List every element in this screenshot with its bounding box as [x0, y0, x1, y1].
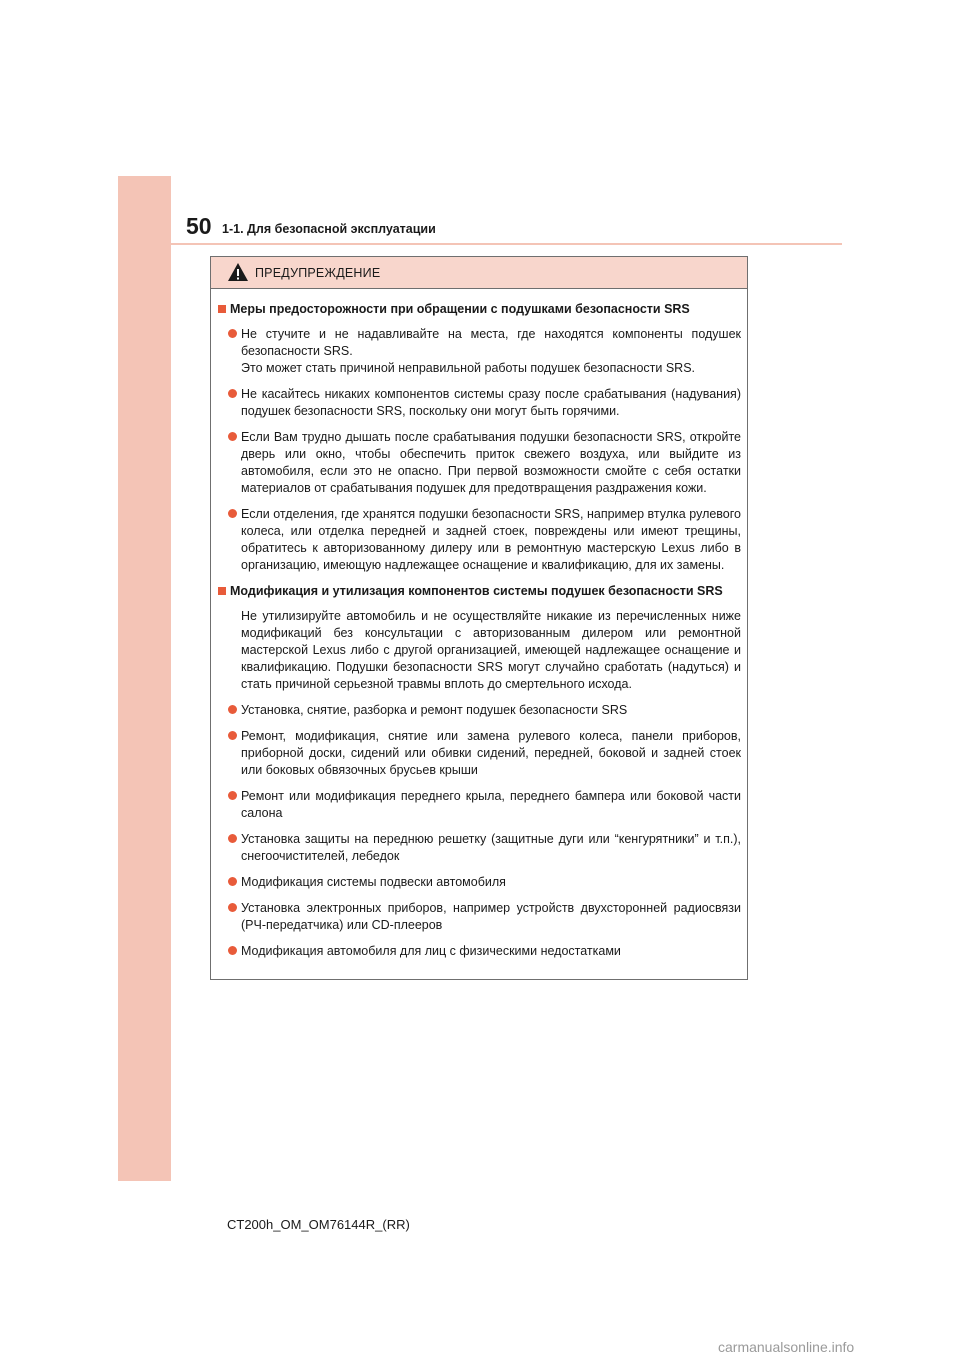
- header-divider: [171, 243, 842, 245]
- list-item: [218, 943, 741, 960]
- dot-bullet-icon: [228, 877, 237, 886]
- warning-header: [211, 257, 747, 289]
- dot-bullet-icon: [228, 834, 237, 843]
- list-item: [218, 900, 741, 934]
- list-item-text: Установка защиты на переднюю решетку (защитные дуги или “кенгурятники” и т.п.), снегоочистителей, лебедок: [241, 832, 741, 863]
- list-item-text: Модификация системы подвески автомобиля: [241, 875, 506, 889]
- list-item: [218, 728, 741, 779]
- dot-bullet-icon: [228, 432, 237, 441]
- section-heading-text: Модификация и утилизация компонентов системы подушек безопасности SRS: [230, 584, 723, 598]
- warning-title: ПРЕДУПРЕЖДЕНИЕ: [255, 266, 381, 280]
- list-item-text: Ремонт или модификация переднего крыла, переднего бампера или боковой части салона: [241, 789, 741, 820]
- warning-content: [211, 289, 747, 960]
- warning-triangle-icon: [227, 262, 249, 282]
- warning-box: [210, 256, 748, 980]
- list-item-text: Не стучите и не надавливайте на места, где находятся компоненты подушек безопасности SRS. Это может стать причиной неправильной работы подушек безопасности SRS.: [241, 327, 741, 375]
- square-bullet-icon: [218, 305, 226, 313]
- section-intro: Не утилизируйте автомобиль и не осуществляйте никакие из перечисленных ниже модификаций без консультации с авторизованным дилером или ремонтной мастерской Lexus либо с другой организацией, имеющей надлежащее оснащение и квалификацию. Подушки безопасности SRS могут случайно сработать (надуться) и стать причиной серьезной травмы вплоть до смертельного исхода.: [241, 609, 741, 691]
- side-color-tab: [118, 176, 171, 1181]
- list-item-text: Модификация автомобиля для лиц с физическими недостатками: [241, 944, 621, 958]
- dot-bullet-icon: [228, 791, 237, 800]
- list-item: [218, 326, 741, 377]
- list-item-text: Ремонт, модификация, снятие или замена рулевого колеса, панели приборов, приборной доски, сидений или обивки сидений, передней, боковой и задней стоек или боковых обвязочных брусьев крыши: [241, 729, 741, 777]
- list-item: [218, 702, 741, 719]
- watermark: carmanualsonline.info: [718, 1339, 855, 1355]
- dot-bullet-icon: [228, 509, 237, 518]
- section-title: 1-1. Для безопасной эксплуатации: [222, 222, 436, 236]
- dot-bullet-icon: [228, 705, 237, 714]
- dot-bullet-icon: [228, 389, 237, 398]
- square-bullet-icon: [218, 587, 226, 595]
- list-item-text: Если Вам трудно дышать после срабатывания подушки безопасности SRS, откройте дверь или окно, чтобы обеспечить приток свежего воздуха, или выйдите из автомобиля, если это не опасно. При первой возможности смойте с себя остатки материалов от срабатывания подушек для предотвращения раздражения кожи.: [241, 430, 741, 495]
- list-item-text: Установка электронных приборов, например устройств двухсторонней радиосвязи (РЧ-передатчика) или CD-плееров: [241, 901, 741, 932]
- dot-bullet-icon: [228, 329, 237, 338]
- list-item: [218, 874, 741, 891]
- section-heading: [218, 583, 741, 600]
- warning-section: [218, 583, 741, 960]
- list-item: [218, 386, 741, 420]
- warning-section: [218, 301, 741, 574]
- dot-bullet-icon: [228, 731, 237, 740]
- list-item: [218, 429, 741, 497]
- list-item-text: Установка, снятие, разборка и ремонт подушек безопасности SRS: [241, 703, 628, 717]
- list-item: [218, 506, 741, 574]
- document-code: CT200h_OM_OM76144R_(RR): [227, 1217, 410, 1232]
- list-item-text: Если отделения, где хранятся подушки безопасности SRS, например втулка рулевого колеса, или отделка передней и задней стоек, повреждены или имеют трещины, обратитесь к авторизованному дилеру или в ремонтную мастерскую Lexus либо в организацию, имеющую надлежащее оснащение и квалификацию, для их замены.: [241, 507, 741, 572]
- list-item: [218, 788, 741, 822]
- list-item: [218, 831, 741, 865]
- dot-bullet-icon: [228, 946, 237, 955]
- page-number: 50: [186, 213, 212, 239]
- dot-bullet-icon: [228, 903, 237, 912]
- section-heading-text: Меры предосторожности при обращении с подушками безопасности SRS: [230, 302, 690, 316]
- section-heading: [218, 301, 741, 318]
- list-item-text: Не касайтесь никаких компонентов системы сразу после срабатывания (надувания) подушек безопасности SRS, поскольку они могут быть горячими.: [241, 387, 741, 418]
